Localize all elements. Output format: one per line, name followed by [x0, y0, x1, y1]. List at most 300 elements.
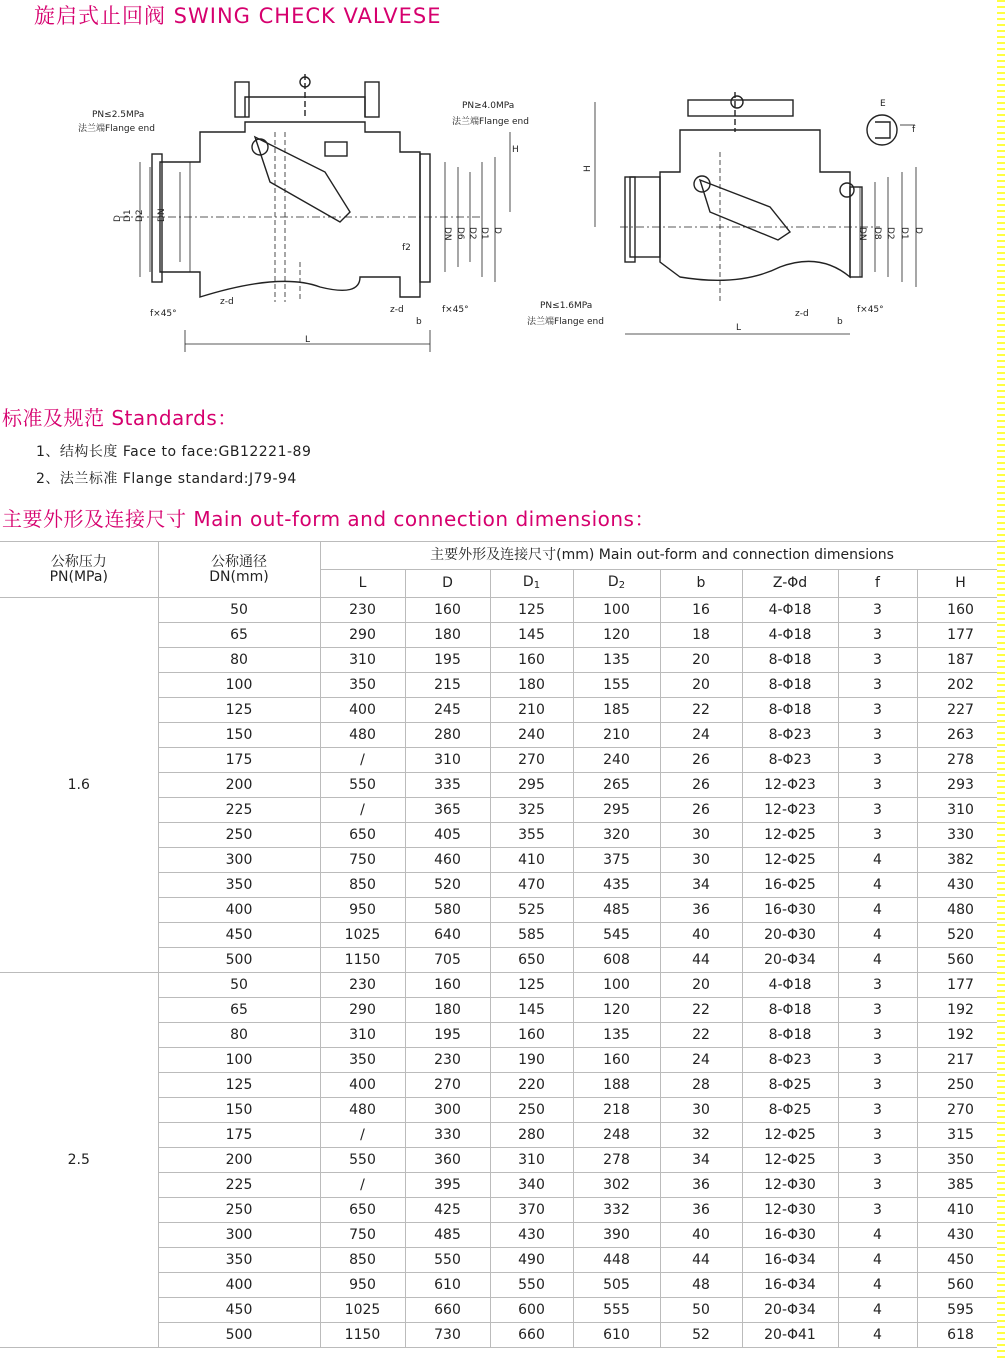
table-cell: 4 — [838, 1323, 917, 1348]
left-d-label: D — [113, 215, 123, 222]
table-cell: 550 — [320, 773, 405, 798]
right-f-label: f — [912, 125, 916, 135]
table-cell: 195 — [405, 1023, 490, 1048]
table-cell: 3 — [838, 673, 917, 698]
table-cell: 560 — [917, 1273, 1004, 1298]
right-flange-bottom-label: 法兰端Flange end — [527, 317, 604, 327]
table-cell: 485 — [573, 898, 660, 923]
table-cell: 248 — [573, 1123, 660, 1148]
table-cell: 28 — [660, 1073, 742, 1098]
table-cell: 12-Φ25 — [742, 848, 838, 873]
table-cell: 215 — [405, 673, 490, 698]
column-header: $D_1$ — [490, 570, 573, 598]
table-cell: 280 — [490, 1123, 573, 1148]
table-cell: 400 — [320, 698, 405, 723]
table-cell: 188 — [573, 1073, 660, 1098]
table-cell: 8-Φ25 — [742, 1073, 838, 1098]
table-cell: 3 — [838, 698, 917, 723]
table-cell: 350 — [158, 873, 320, 898]
table-cell: 705 — [405, 948, 490, 973]
table-cell: 350 — [917, 1148, 1004, 1173]
table-cell: 160 — [573, 1048, 660, 1073]
table-cell: 240 — [490, 723, 573, 748]
table-cell: 608 — [573, 948, 660, 973]
table-cell: 300 — [158, 848, 320, 873]
left-rd-label: D — [492, 227, 502, 234]
table-cell: 125 — [490, 973, 573, 998]
table-cell: 12-Φ25 — [742, 1123, 838, 1148]
table-cell: 485 — [405, 1223, 490, 1248]
table-cell: 20-Φ30 — [742, 923, 838, 948]
table-cell: / — [320, 798, 405, 823]
column-header: b — [660, 570, 742, 598]
table-cell: 4 — [838, 948, 917, 973]
table-cell: 187 — [917, 648, 1004, 673]
valve-drawing — [60, 62, 960, 362]
table-cell: 730 — [405, 1323, 490, 1348]
standard-item-face: 1、结构长度 Face to face:GB12221-89 — [36, 444, 312, 460]
table-cell: 125 — [490, 598, 573, 623]
right-zd-label: z-d — [795, 309, 809, 319]
table-cell: 8-Φ23 — [742, 723, 838, 748]
table-cell: 3 — [838, 1023, 917, 1048]
table-cell: 20 — [660, 973, 742, 998]
table-cell: 293 — [917, 773, 1004, 798]
table-cell: 350 — [158, 1248, 320, 1273]
table-cell: 50 — [660, 1298, 742, 1323]
table-cell: 480 — [917, 898, 1004, 923]
table-cell: 525 — [490, 898, 573, 923]
table-cell: 100 — [158, 1048, 320, 1073]
table-cell: 22 — [660, 698, 742, 723]
table-cell: 120 — [573, 998, 660, 1023]
table-cell: 3 — [838, 798, 917, 823]
table-cell: 65 — [158, 998, 320, 1023]
table-cell: 640 — [405, 923, 490, 948]
right-pn-top-label: PN≥4.0MPa — [462, 101, 515, 111]
table-cell: 200 — [158, 773, 320, 798]
table-cell: 310 — [405, 748, 490, 773]
table-cell: 135 — [573, 1023, 660, 1048]
table-cell: 555 — [573, 1298, 660, 1323]
table-cell: 175 — [158, 748, 320, 773]
table-cell: 340 — [490, 1173, 573, 1198]
table-cell: 200 — [158, 1148, 320, 1173]
table-cell: 80 — [158, 648, 320, 673]
table-cell: 750 — [320, 848, 405, 873]
left-pn-label: PN≤2.5MPa — [92, 110, 145, 120]
table-cell: 125 — [158, 1073, 320, 1098]
table-cell: 278 — [917, 748, 1004, 773]
table-cell: 36 — [660, 898, 742, 923]
table-cell: 1025 — [320, 1298, 405, 1323]
table-cell: 1150 — [320, 1323, 405, 1348]
table-cell: 160 — [490, 1023, 573, 1048]
dimensions-table — [0, 541, 1005, 1348]
table-cell: 100 — [573, 973, 660, 998]
table-cell: 618 — [917, 1323, 1004, 1348]
table-cell: 390 — [573, 1223, 660, 1248]
table-cell: 350 — [320, 673, 405, 698]
right-b-label: b — [837, 317, 843, 327]
table-cell: 320 — [573, 823, 660, 848]
table-cell: 50 — [158, 973, 320, 998]
table-cell: 405 — [405, 823, 490, 848]
table-cell: 4 — [838, 848, 917, 873]
table-cell: 850 — [320, 1248, 405, 1273]
table-cell: 32 — [660, 1123, 742, 1148]
table-cell: 550 — [320, 1148, 405, 1173]
table-cell: 610 — [573, 1323, 660, 1348]
table-cell: 3 — [838, 1098, 917, 1123]
table-cell: 30 — [660, 848, 742, 873]
table-cell: 375 — [573, 848, 660, 873]
table-cell: 382 — [917, 848, 1004, 873]
table-cell: 520 — [917, 923, 1004, 948]
column-header: $D_2$ — [573, 570, 660, 598]
right-pn-bottom-label: PN≤1.6MPa — [540, 301, 593, 311]
table-cell: 18 — [660, 623, 742, 648]
table-cell: 8-Φ18 — [742, 1023, 838, 1048]
dimensions-heading: 主要外形及连接尺寸 Main out-form and connection dimensions： — [2, 507, 655, 531]
table-cell: 150 — [158, 1098, 320, 1123]
table-cell: 40 — [660, 923, 742, 948]
table-cell: 310 — [320, 648, 405, 673]
table-cell: 16-Φ34 — [742, 1273, 838, 1298]
table-cell: 30 — [660, 823, 742, 848]
pn-value: 2.5 — [0, 973, 158, 1348]
table-cell: 160 — [405, 973, 490, 998]
table-cell: 500 — [158, 1323, 320, 1348]
table-cell: 1150 — [320, 948, 405, 973]
table-cell: 410 — [490, 848, 573, 873]
left-rd2-label: D2 — [467, 227, 477, 240]
table-cell: 34 — [660, 1148, 742, 1173]
left-flange-label: 法兰端Flange end — [78, 124, 155, 134]
table-cell: 3 — [838, 973, 917, 998]
pn-header-en: PN(MPa) — [49, 568, 108, 585]
table-cell: 180 — [490, 673, 573, 698]
table-cell: 660 — [405, 1298, 490, 1323]
table-cell: 250 — [158, 823, 320, 848]
table-cell: 210 — [573, 723, 660, 748]
table-cell: 3 — [838, 1048, 917, 1073]
table-cell: 295 — [490, 773, 573, 798]
table-cell: 365 — [405, 798, 490, 823]
table-cell: 650 — [320, 823, 405, 848]
table-cell: 250 — [158, 1198, 320, 1223]
left-d1-label: D1 — [123, 209, 133, 222]
table-cell: 3 — [838, 773, 917, 798]
table-cell: 16-Φ25 — [742, 873, 838, 898]
table-cell: 470 — [490, 873, 573, 898]
table-cell: 20 — [660, 673, 742, 698]
table-cell: 225 — [158, 798, 320, 823]
right-h-label: H — [583, 165, 593, 172]
table-cell: 350 — [320, 1048, 405, 1073]
table-cell: 3 — [838, 598, 917, 623]
table-row — [0, 973, 1004, 998]
right-flange-top-label: 法兰端Flange end — [452, 117, 529, 127]
table-cell: 600 — [490, 1298, 573, 1323]
table-cell: 36 — [660, 1198, 742, 1223]
table-cell: 16 — [660, 598, 742, 623]
table-cell: 595 — [917, 1298, 1004, 1323]
table-cell: 500 — [158, 948, 320, 973]
table-cell: 585 — [490, 923, 573, 948]
table-cell: 295 — [573, 798, 660, 823]
pn-header — [0, 542, 158, 598]
table-cell: 3 — [838, 748, 917, 773]
table-cell: 280 — [405, 723, 490, 748]
table-cell: 8-Φ18 — [742, 673, 838, 698]
pn-header-cn: 公称压力 — [50, 553, 107, 570]
column-header: H — [917, 570, 1004, 598]
table-cell: 3 — [838, 1148, 917, 1173]
table-cell: 192 — [917, 998, 1004, 1023]
table-cell: 300 — [158, 1223, 320, 1248]
table-cell: 3 — [838, 823, 917, 848]
table-cell: 270 — [917, 1098, 1004, 1123]
left-dn-label: DN — [157, 208, 167, 222]
table-cell: 80 — [158, 1023, 320, 1048]
table-cell: 550 — [490, 1273, 573, 1298]
table-cell: 400 — [158, 898, 320, 923]
right-d8-label: D8 — [872, 227, 882, 240]
table-cell: 12-Φ30 — [742, 1198, 838, 1223]
table-cell: 480 — [320, 1098, 405, 1123]
page-title: 旋启式止回阀 SWING CHECK VALVESE — [34, 4, 442, 28]
table-cell: 180 — [405, 998, 490, 1023]
table-cell: 290 — [320, 623, 405, 648]
table-cell: 100 — [573, 598, 660, 623]
table-cell: 12-Φ25 — [742, 1148, 838, 1173]
table-cell: 20 — [660, 648, 742, 673]
table-cell: 192 — [917, 1023, 1004, 1048]
table-cell: 160 — [490, 648, 573, 673]
table-cell: 125 — [158, 698, 320, 723]
table-cell: 175 — [158, 1123, 320, 1148]
table-cell: 330 — [917, 823, 1004, 848]
table-cell: 44 — [660, 948, 742, 973]
table-cell: 218 — [573, 1098, 660, 1123]
table-cell: 100 — [158, 673, 320, 698]
table-cell: 227 — [917, 698, 1004, 723]
left-chamfer-label: f×45° — [150, 309, 177, 319]
right-e-label: E — [880, 99, 886, 109]
left-h-label: H — [512, 145, 519, 155]
table-cell: 135 — [573, 648, 660, 673]
table-cell: 355 — [490, 823, 573, 848]
table-cell: 450 — [158, 923, 320, 948]
table-cell: 160 — [917, 598, 1004, 623]
table-cell: 265 — [573, 773, 660, 798]
table-cell: 550 — [405, 1248, 490, 1273]
table-cell: 24 — [660, 1048, 742, 1073]
table-cell: 177 — [917, 973, 1004, 998]
table-cell: 448 — [573, 1248, 660, 1273]
right-d2-label: D2 — [885, 227, 895, 240]
table-cell: 4 — [838, 923, 917, 948]
left-rd1-label: D1 — [479, 227, 489, 240]
table-cell: 225 — [158, 1173, 320, 1198]
table-cell: 36 — [660, 1173, 742, 1198]
table-cell: 20-Φ41 — [742, 1323, 838, 1348]
table-cell: 302 — [573, 1173, 660, 1198]
table-cell: 8-Φ25 — [742, 1098, 838, 1123]
table-cell: 430 — [917, 1223, 1004, 1248]
table-row — [0, 598, 1004, 623]
right-dn-label: DN — [857, 227, 867, 241]
table-cell: 400 — [320, 1073, 405, 1098]
pn-value: 1.6 — [0, 598, 158, 973]
right-edge-strip — [997, 0, 1005, 1362]
table-cell: 400 — [158, 1273, 320, 1298]
table-cell: 8-Φ18 — [742, 648, 838, 673]
right-d1-label: D1 — [899, 227, 909, 240]
table-cell: 4 — [838, 898, 917, 923]
right-l-label: L — [736, 323, 742, 333]
table-cell: 430 — [490, 1223, 573, 1248]
table-cell: 435 — [573, 873, 660, 898]
table-cell: 270 — [405, 1073, 490, 1098]
table-cell: 202 — [917, 673, 1004, 698]
table-cell: / — [320, 1173, 405, 1198]
table-cell: 330 — [405, 1123, 490, 1148]
table-cell: 650 — [320, 1198, 405, 1223]
table-cell: 250 — [490, 1098, 573, 1123]
table-cell: 3 — [838, 648, 917, 673]
table-cell: 250 — [917, 1073, 1004, 1098]
table-cell: 3 — [838, 1198, 917, 1223]
table-cell: 30 — [660, 1098, 742, 1123]
left-chamfer-label-2: f×45° — [442, 305, 469, 315]
table-cell: 26 — [660, 798, 742, 823]
table-cell: 195 — [405, 648, 490, 673]
table-cell: 24 — [660, 723, 742, 748]
table-cell: 150 — [158, 723, 320, 748]
left-rdn-label: DN — [442, 227, 452, 241]
table-cell: 660 — [490, 1323, 573, 1348]
left-b-label: b — [416, 317, 422, 327]
table-cell: 332 — [573, 1198, 660, 1223]
table-cell: 155 — [573, 673, 660, 698]
table-cell: 8-Φ23 — [742, 748, 838, 773]
left-zd-label-2: z-d — [390, 305, 404, 315]
table-cell: 310 — [917, 798, 1004, 823]
dn-header — [158, 542, 320, 598]
table-cell: 395 — [405, 1173, 490, 1198]
column-header: L — [320, 570, 405, 598]
standards-heading: 标准及规范 Standards： — [2, 406, 238, 430]
table-cell: 52 — [660, 1323, 742, 1348]
left-zd-label: z-d — [220, 297, 234, 307]
table-cell: 750 — [320, 1223, 405, 1248]
table-cell: 145 — [490, 998, 573, 1023]
column-header: f — [838, 570, 917, 598]
table-cell: 40 — [660, 1223, 742, 1248]
table-cell: 4-Φ18 — [742, 623, 838, 648]
table-cell: / — [320, 748, 405, 773]
left-rd6-label: D6 — [455, 227, 465, 240]
table-cell: 3 — [838, 1073, 917, 1098]
table-cell: 950 — [320, 1273, 405, 1298]
left-f2-label: f2 — [402, 243, 411, 253]
table-cell: 610 — [405, 1273, 490, 1298]
table-cell: 3 — [838, 1173, 917, 1198]
table-cell: 217 — [917, 1048, 1004, 1073]
table-cell: 278 — [573, 1148, 660, 1173]
left-l-label: L — [305, 335, 311, 345]
table-cell: 16-Φ30 — [742, 1223, 838, 1248]
table-cell: 430 — [917, 873, 1004, 898]
table-cell: 460 — [405, 848, 490, 873]
table-cell: 310 — [490, 1148, 573, 1173]
table-cell: 230 — [320, 973, 405, 998]
table-cell: 290 — [320, 998, 405, 1023]
table-cell: 230 — [405, 1048, 490, 1073]
group-header: 主要外形及连接尺寸(mm) Main out-form and connection dimensions — [320, 542, 1004, 570]
table-cell: 22 — [660, 998, 742, 1023]
table-cell: 3 — [838, 1123, 917, 1148]
table-cell: 190 — [490, 1048, 573, 1073]
table-cell: 450 — [917, 1248, 1004, 1273]
table-cell: 4-Φ18 — [742, 598, 838, 623]
table-cell: 145 — [490, 623, 573, 648]
table-cell: 480 — [320, 723, 405, 748]
table-cell: 12-Φ30 — [742, 1173, 838, 1198]
dn-header-cn: 公称通径 — [211, 553, 267, 570]
table-cell: 505 — [573, 1273, 660, 1298]
table-cell: 160 — [405, 598, 490, 623]
table-cell: 315 — [917, 1123, 1004, 1148]
table-cell: 4 — [838, 1223, 917, 1248]
right-d-label: D — [913, 227, 923, 234]
table-cell: 450 — [158, 1298, 320, 1323]
table-cell: 4 — [838, 1298, 917, 1323]
right-valve-body — [595, 92, 916, 334]
table-cell: 490 — [490, 1248, 573, 1273]
table-cell: 8-Φ23 — [742, 1048, 838, 1073]
table-cell: 12-Φ25 — [742, 823, 838, 848]
table-cell: 360 — [405, 1148, 490, 1173]
table-cell: 26 — [660, 773, 742, 798]
table-cell: 240 — [573, 748, 660, 773]
table-cell: 26 — [660, 748, 742, 773]
table-cell: 425 — [405, 1198, 490, 1223]
column-header: D — [405, 570, 490, 598]
table-cell: 20-Φ34 — [742, 1298, 838, 1323]
table-cell: 580 — [405, 898, 490, 923]
dn-header-en: DN(mm) — [209, 568, 269, 585]
table-cell: 3 — [838, 623, 917, 648]
right-chamfer-label: f×45° — [857, 305, 884, 315]
table-cell: 300 — [405, 1098, 490, 1123]
table-cell: 44 — [660, 1248, 742, 1273]
table-cell: 4-Φ18 — [742, 973, 838, 998]
table-cell: 12-Φ23 — [742, 773, 838, 798]
table-cell: 20-Φ34 — [742, 948, 838, 973]
table-cell: 177 — [917, 623, 1004, 648]
table-cell: 210 — [490, 698, 573, 723]
table-cell: 950 — [320, 898, 405, 923]
table-cell: 650 — [490, 948, 573, 973]
table-cell: 48 — [660, 1273, 742, 1298]
left-d2-label: D2 — [135, 209, 145, 222]
table-cell: 545 — [573, 923, 660, 948]
table-cell: 370 — [490, 1198, 573, 1223]
table-cell: 22 — [660, 1023, 742, 1048]
